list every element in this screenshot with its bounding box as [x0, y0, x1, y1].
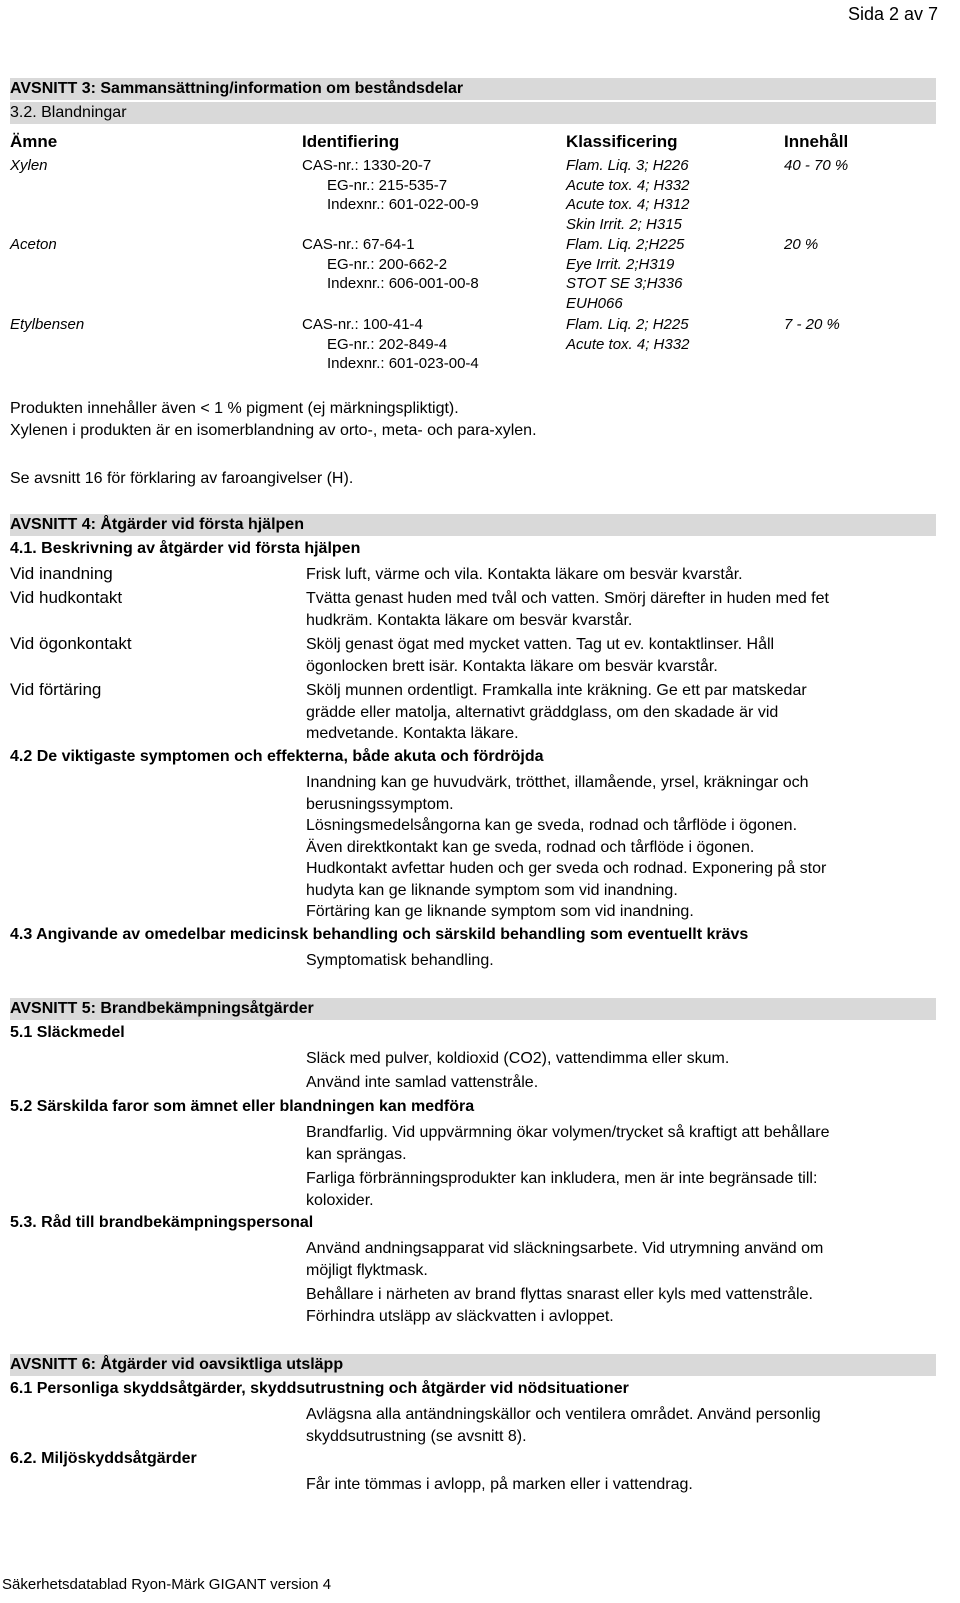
classification: EUH066 [566, 294, 623, 312]
section-3-title: AVSNITT 3: Sammansättning/information om beståndsdelar [10, 80, 464, 97]
text-line: Tvätta genast huden med tvål och vatten. Smörj därefter in huden med fet [306, 590, 829, 607]
section-4-title: AVSNITT 4: Åtgärder vid första hjälpen [10, 516, 304, 533]
text-line: Symptomatisk behandling. [306, 952, 494, 969]
eg-number: EG-nr.: 215-535-7 [327, 176, 448, 194]
header-content: Innehåll [784, 132, 849, 151]
text-line: skyddsutrustning (se avsnitt 8). [306, 1427, 527, 1445]
classification: Skin Irrit. 2; H315 [566, 215, 682, 233]
substance-name: Xylen [10, 157, 48, 174]
text-line: Får inte tömmas i avlopp, på marken eller i vattendrag. [306, 1476, 693, 1493]
subsection-6-2: 6.2. Miljöskyddsåtgärder [10, 1450, 197, 1467]
classification: Eye Irrit. 2;H319 [566, 255, 675, 273]
text-environmental [306, 1474, 693, 1496]
text-line: koloxider. [306, 1191, 374, 1209]
text-eye-contact [306, 634, 774, 677]
text-symptoms [306, 772, 826, 923]
text-line: kan sprängas. [306, 1145, 407, 1163]
subsection-4-1: 4.1. Beskrivning av åtgärder vid första hjälpen [10, 540, 361, 557]
subsection-4-3: 4.3 Angivande av omedelbar medicinsk behandling och särskild behandling som eventuellt krävs [10, 926, 749, 943]
text-line: Förhindra utsläpp av släckvatten i avloppet. [306, 1307, 614, 1325]
page-number: Sida 2 av 7 [847, 4, 938, 24]
text-line: Lösningsmedelsångorna kan ge sveda, rodnad och tårflöde i ögonen. [306, 817, 798, 834]
classification: Flam. Liq. 2; H225 [566, 316, 689, 333]
text-line: Frisk luft, värme och vila. Kontakta läkare om besvär kvarstår. [306, 566, 743, 583]
text-line: grädde eller matolja, alternativt gräddglass, om den skadade är vid [306, 703, 779, 721]
substance-name: Etylbensen [10, 316, 85, 333]
footer-text: Säkerhetsdatablad Ryon-Märk GIGANT version 4 [2, 1576, 332, 1593]
index-number: Indexnr.: 601-023-00-4 [327, 355, 479, 372]
text-skin-contact [306, 588, 829, 631]
text-line: hudkräm. Kontakta läkare om besvär kvarstår. [306, 611, 633, 629]
header-classification: Klassificering [566, 132, 678, 151]
text-firefighter-advice-b [306, 1284, 813, 1327]
text-inhalation [306, 564, 743, 586]
note-xylene: Xylenen i produkten är en isomerblandning av orto-, meta- och para-xylen. [10, 422, 537, 439]
cas-number: CAS-nr.: 1330-20-7 [302, 157, 432, 174]
classification-list [566, 156, 689, 234]
content-percent: 7 - 20 % [784, 316, 840, 333]
classification: Acute tox. 4; H332 [566, 176, 690, 194]
note-pigment: Produkten innehåller även < 1 % pigment (ej märkningspliktigt). [10, 400, 459, 417]
text-line: medvetande. Kontakta läkare. [306, 725, 519, 742]
classification: Acute tox. 4; H332 [566, 335, 690, 353]
text-line: ögonlocken brett isär. Kontakta läkare om besvär kvarstår. [306, 657, 718, 675]
identifier-list [302, 315, 479, 374]
section-6-title: AVSNITT 6: Åtgärder vid oavsiktliga utsläpp [10, 1356, 344, 1373]
text-line: Behållare i närheten av brand flyttas snarast eller kyls med vattenstråle. [306, 1286, 813, 1303]
text-line: Inandning kan ge huvudvärk, trötthet, illamående, yrsel, kräkningar och [306, 774, 809, 791]
substance-name: Aceton [10, 236, 57, 253]
text-line: hudyta kan ge liknande symptom som vid inandning. [306, 881, 678, 899]
text-line: Skölj munnen ordentligt. Framkalla inte kräkning. Ge ett par matskedar [306, 682, 807, 699]
label-ingestion: Vid förtäring [10, 680, 102, 699]
note-h-statements: Se avsnitt 16 för förklaring av faroangivelser (H). [10, 470, 354, 487]
identifier-list [302, 156, 479, 215]
label-inhalation: Vid inandning [10, 564, 113, 583]
text-line: Släck med pulver, koldioxid (CO2), vattendimma eller skum. [306, 1050, 730, 1067]
label-eye-contact: Vid ögonkontakt [10, 634, 132, 653]
subsection-5-1: 5.1 Släckmedel [10, 1024, 125, 1041]
subsection-6-1: 6.1 Personliga skyddsåtgärder, skyddsutrustning och åtgärder vid nödsituationer [10, 1380, 629, 1397]
index-number: Indexnr.: 601-022-00-9 [327, 196, 479, 213]
eg-number: EG-nr.: 202-849-4 [327, 335, 448, 353]
text-personal-precautions [306, 1404, 821, 1447]
text-line: Skölj genast ögat med mycket vatten. Tag ut ev. kontaktlinser. Håll [306, 636, 775, 653]
classification-list [566, 235, 684, 313]
classification: Flam. Liq. 2;H225 [566, 236, 685, 253]
text-special-hazards-b [306, 1168, 817, 1211]
text-line: Avlägsna alla antändningskällor och ventilera området. Använd personlig [306, 1406, 821, 1423]
classification: Acute tox. 4; H312 [566, 196, 690, 213]
header-substance: Ämne [10, 132, 58, 151]
content-percent: 40 - 70 % [784, 157, 849, 174]
header-identification: Identifiering [302, 132, 400, 151]
section-3-2-bar [10, 102, 936, 124]
cas-number: CAS-nr.: 67-64-1 [302, 236, 415, 253]
text-ingestion [306, 680, 807, 745]
classification: STOT SE 3;H336 [566, 275, 683, 292]
text-line: Förtäring kan ge liknande symptom som vid inandning. [306, 903, 694, 920]
text-line: Farliga förbränningsprodukter kan inkludera, men är inte begränsade till: [306, 1170, 818, 1187]
cas-number: CAS-nr.: 100-41-4 [302, 316, 423, 333]
text-line: Brandfarlig. Vid uppvärmning ökar volymen/trycket så kraftigt att behållare [306, 1124, 830, 1141]
text-line: Använd andningsapparat vid släckningsarbete. Vid utrymning använd om [306, 1240, 824, 1257]
text-line: berusningssymptom. [306, 795, 454, 813]
text-firefighter-advice-a [306, 1238, 823, 1281]
classification-list [566, 315, 689, 354]
subsection-5-2: 5.2 Särskilda faror som ämnet eller blandningen kan medföra [10, 1098, 475, 1115]
text-line: Hudkontakt avfettar huden och ger sveda och rodnad. Exponering på stor [306, 860, 827, 877]
text-line: Även direktkontakt kan ge sveda, rodnad och tårflöde i ögonen. [306, 838, 755, 856]
text-line: Använd inte samlad vattenstråle. [306, 1073, 539, 1091]
identifier-list [302, 235, 479, 294]
text-line: möjligt flyktmask. [306, 1261, 428, 1279]
label-skin-contact: Vid hudkontakt [10, 588, 123, 607]
subsection-5-3: 5.3. Råd till brandbekämpningspersonal [10, 1214, 314, 1231]
section-3-2-title: 3.2. Blandningar [10, 104, 127, 121]
classification: Flam. Liq. 3; H226 [566, 157, 689, 174]
eg-number: EG-nr.: 200-662-2 [327, 255, 448, 273]
text-extinguishing [306, 1048, 729, 1093]
text-special-hazards-a [306, 1122, 830, 1165]
subsection-4-2: 4.2 De viktigaste symptomen och effekterna, både akuta och fördröjda [10, 748, 544, 765]
text-treatment [306, 950, 494, 972]
index-number: Indexnr.: 606-001-00-8 [327, 275, 479, 292]
section-5-title: AVSNITT 5: Brandbekämpningsåtgärder [10, 1000, 314, 1017]
content-percent: 20 % [784, 236, 819, 253]
